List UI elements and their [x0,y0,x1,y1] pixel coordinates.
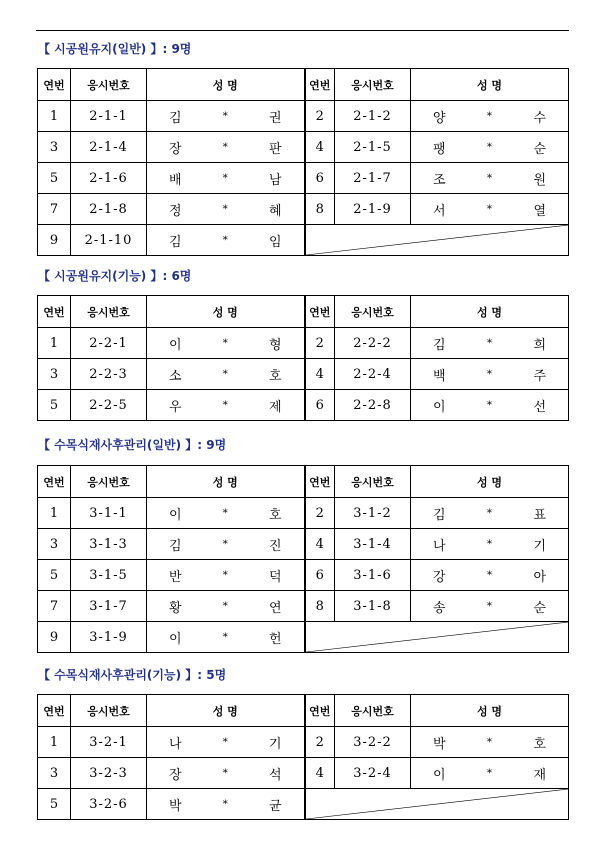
mask-asterisk: * [487,736,492,748]
serial-number: 3 [38,529,71,560]
candidate-name [147,498,305,529]
exam-number: 2-1-6 [71,163,147,194]
header-no: 연번 [38,69,71,101]
table-row [38,101,569,132]
name-last-char: 헌 [268,631,282,647]
name-first-char: 김 [169,110,182,126]
candidate-name [411,591,569,622]
exam-number: 3-2-2 [335,727,411,758]
header-no: 연번 [305,695,335,727]
table-row [38,498,569,529]
exam-number: 3-1-7 [71,591,147,622]
mask-asterisk: * [487,507,492,519]
serial-number: 4 [305,529,335,560]
name-last-char: 균 [268,798,282,814]
exam-number: 2-2-5 [71,390,147,421]
name-last-char: 임 [268,234,282,250]
candidate-name [411,101,569,132]
serial-number: 4 [305,758,335,789]
name-last-char: 열 [533,203,546,219]
masked-name [147,334,304,353]
name-last-char: 원 [533,172,546,188]
masked-name [147,795,304,814]
candidate-name [147,194,305,225]
mask-asterisk: * [487,203,492,215]
mask-asterisk: * [222,631,228,643]
name-first-char: 정 [169,203,182,219]
exam-number: 3-2-4 [335,758,411,789]
candidate-name [411,529,569,560]
name-first-char: 서 [433,203,446,219]
mask-asterisk: * [487,569,492,581]
top-divider [36,30,569,31]
mask-asterisk: * [222,600,228,612]
name-first-char: 우 [169,399,182,415]
section-title: 【 시공원유지(일반) 】: 9명 [38,42,192,56]
name-last-char: 제 [268,399,282,415]
exam-number: 3-1-1 [71,498,147,529]
table-row [38,727,569,758]
exam-number: 2-1-5 [335,132,411,163]
serial-number: 5 [38,163,71,194]
name-last-char: 순 [533,600,546,616]
serial-number: 2 [305,727,335,758]
header-no: 연번 [305,69,335,101]
mask-asterisk: * [222,798,228,810]
exam-number: 2-2-1 [71,328,147,359]
name-first-char: 나 [169,736,182,752]
section-title: 【 시공원유지(기능) 】: 6명 [38,269,192,283]
candidate-name [411,328,569,359]
serial-number: 2 [305,101,335,132]
serial-number: 1 [38,101,71,132]
serial-number: 9 [38,225,71,256]
table-row [38,328,569,359]
masked-name [411,200,568,219]
candidate-name [411,163,569,194]
table-row [38,758,569,789]
table-row [38,560,569,591]
header-name: 성 명 [147,695,305,727]
exam-number: 3-1-3 [71,529,147,560]
masked-name [411,566,568,585]
header-no: 연번 [38,695,71,727]
header-no: 연번 [305,466,335,498]
name-last-char: 형 [268,337,282,353]
header-exam-number: 응시번호 [71,69,147,101]
name-first-char: 양 [433,110,446,126]
serial-number: 1 [38,498,71,529]
name-first-char: 김 [433,337,446,353]
masked-name [147,169,304,188]
candidate-name [147,390,305,421]
name-last-char: 권 [268,110,282,126]
masked-name [147,764,304,783]
name-first-char: 이 [169,507,182,523]
mask-asterisk: * [487,399,492,411]
candidate-name [411,498,569,529]
name-first-char: 조 [433,172,446,188]
serial-number: 2 [305,498,335,529]
exam-number: 2-2-8 [335,390,411,421]
header-exam-number: 응시번호 [335,466,411,498]
exam-number: 2-1-7 [335,163,411,194]
header-exam-number: 응시번호 [335,69,411,101]
masked-name [411,138,568,157]
masked-name [411,764,568,783]
name-first-char: 황 [169,600,182,616]
name-last-char: 순 [533,141,546,157]
name-last-char: 진 [268,538,282,554]
name-first-char: 이 [169,631,182,647]
mask-asterisk: * [222,767,228,779]
masked-name [147,231,304,250]
name-last-char: 선 [533,399,546,415]
header-exam-number: 응시번호 [71,466,147,498]
exam-number: 3-2-3 [71,758,147,789]
name-first-char: 이 [433,767,446,783]
serial-number: 4 [305,359,335,390]
section-title: 【 수목식재사후관리(기능) 】: 5명 [38,668,227,682]
mask-asterisk: * [487,337,492,349]
exam-number: 2-1-9 [335,194,411,225]
exam-number: 3-1-9 [71,622,147,653]
exam-number: 3-1-6 [335,560,411,591]
header-row [38,695,569,727]
mask-asterisk: * [222,203,228,215]
empty-cell [305,622,569,653]
header-name: 성 명 [147,69,305,101]
exam-number: 2-1-10 [71,225,147,256]
mask-asterisk: * [222,337,228,349]
serial-number: 1 [38,328,71,359]
serial-number: 3 [38,359,71,390]
serial-number: 8 [305,591,335,622]
table-row [38,390,569,421]
candidate-name [147,328,305,359]
roster-table [37,68,569,256]
mask-asterisk: * [487,368,492,380]
name-last-char: 주 [533,368,546,384]
mask-asterisk: * [222,399,228,411]
masked-name [411,107,568,126]
masked-name [147,200,304,219]
roster-table [37,465,569,653]
mask-asterisk: * [222,538,228,550]
candidate-name [147,560,305,591]
header-exam-number: 응시번호 [71,296,147,328]
table-row [38,194,569,225]
header-name: 성 명 [411,69,569,101]
name-first-char: 반 [169,569,182,585]
masked-name [147,628,304,647]
candidate-name [147,529,305,560]
mask-asterisk: * [487,110,492,122]
header-name: 성 명 [411,296,569,328]
header-name: 성 명 [147,296,305,328]
masked-name [411,169,568,188]
exam-number: 2-1-8 [71,194,147,225]
table-row [38,225,569,256]
roster-table [37,295,569,421]
mask-asterisk: * [487,538,492,550]
name-first-char: 장 [169,141,182,157]
masked-name [411,334,568,353]
candidate-name [411,758,569,789]
serial-number: 5 [38,560,71,591]
mask-asterisk: * [222,234,228,246]
name-first-char: 강 [433,569,446,585]
candidate-name [147,591,305,622]
serial-number: 5 [38,390,71,421]
serial-number: 6 [305,560,335,591]
serial-number: 7 [38,591,71,622]
name-first-char: 장 [169,767,182,783]
name-first-char: 나 [433,538,446,554]
name-last-char: 기 [533,538,546,554]
masked-name [411,396,568,415]
exam-number: 2-1-1 [71,101,147,132]
header-name: 성 명 [411,695,569,727]
header-name: 성 명 [147,466,305,498]
name-first-char: 소 [169,368,182,384]
table-row [38,591,569,622]
name-last-char: 혜 [268,203,282,219]
header-name: 성 명 [411,466,569,498]
name-last-char: 덕 [268,569,282,585]
header-row [38,69,569,101]
exam-number: 3-2-1 [71,727,147,758]
candidate-name [147,101,305,132]
name-last-char: 판 [268,141,282,157]
exam-number: 3-1-2 [335,498,411,529]
serial-number: 5 [38,789,71,820]
masked-name [411,597,568,616]
name-last-char: 석 [268,767,282,783]
exam-number: 3-1-4 [335,529,411,560]
serial-number: 2 [305,328,335,359]
header-no: 연번 [38,466,71,498]
masked-name [147,535,304,554]
table-row [38,622,569,653]
masked-name [411,535,568,554]
exam-number: 3-2-6 [71,789,147,820]
serial-number: 8 [305,194,335,225]
name-last-char: 호 [533,736,546,752]
name-last-char: 희 [533,337,546,353]
name-first-char: 팽 [433,141,446,157]
mask-asterisk: * [222,172,228,184]
masked-name [147,107,304,126]
serial-number: 4 [305,132,335,163]
masked-name [411,733,568,752]
mask-asterisk: * [487,172,492,184]
header-exam-number: 응시번호 [71,695,147,727]
table-row [38,163,569,194]
candidate-name [411,727,569,758]
exam-number: 3-1-8 [335,591,411,622]
exam-number: 2-2-4 [335,359,411,390]
candidate-name [147,758,305,789]
header-row [38,466,569,498]
name-last-char: 연 [268,600,282,616]
exam-number: 2-2-3 [71,359,147,390]
masked-name [411,365,568,384]
masked-name [147,504,304,523]
name-first-char: 백 [433,368,446,384]
mask-asterisk: * [487,767,492,779]
name-last-char: 호 [268,368,282,384]
empty-cell [305,225,569,256]
header-no: 연번 [305,296,335,328]
name-last-char: 남 [268,172,282,188]
name-last-char: 표 [533,507,546,523]
name-last-char: 호 [268,507,282,523]
masked-name [147,597,304,616]
mask-asterisk: * [222,507,228,519]
roster-table [37,694,569,820]
masked-name [147,365,304,384]
header-exam-number: 응시번호 [335,695,411,727]
serial-number: 7 [38,194,71,225]
candidate-name [147,622,305,653]
empty-cell [305,789,569,820]
candidate-name [147,225,305,256]
name-first-char: 김 [169,234,182,250]
masked-name [147,138,304,157]
candidate-name [411,132,569,163]
name-last-char: 재 [533,767,546,783]
name-first-char: 김 [433,507,446,523]
masked-name [147,566,304,585]
candidate-name [411,359,569,390]
mask-asterisk: * [222,569,228,581]
masked-name [147,733,304,752]
candidate-name [147,359,305,390]
exam-number: 2-1-4 [71,132,147,163]
candidate-name [411,390,569,421]
header-exam-number: 응시번호 [335,296,411,328]
serial-number: 6 [305,390,335,421]
table-row [38,359,569,390]
exam-number: 2-1-2 [335,101,411,132]
name-first-char: 송 [433,600,446,616]
exam-number: 2-2-2 [335,328,411,359]
candidate-name [147,132,305,163]
candidate-name [411,560,569,591]
name-first-char: 이 [433,399,446,415]
mask-asterisk: * [487,141,492,153]
serial-number: 6 [305,163,335,194]
serial-number: 3 [38,132,71,163]
name-first-char: 박 [433,736,446,752]
name-first-char: 김 [169,538,182,554]
name-last-char: 수 [533,110,546,126]
mask-asterisk: * [222,368,228,380]
mask-asterisk: * [222,736,228,748]
table-row [38,789,569,820]
masked-name [411,504,568,523]
serial-number: 9 [38,622,71,653]
mask-asterisk: * [487,600,492,612]
name-first-char: 배 [169,172,182,188]
candidate-name [147,163,305,194]
serial-number: 3 [38,758,71,789]
header-row [38,296,569,328]
mask-asterisk: * [222,110,228,122]
candidate-name [411,194,569,225]
candidate-name [147,789,305,820]
table-row [38,529,569,560]
name-first-char: 박 [169,798,182,814]
candidate-name [147,727,305,758]
section-title: 【 수목식재사후관리(일반) 】: 9명 [38,438,227,452]
name-first-char: 이 [169,337,182,353]
table-row [38,132,569,163]
masked-name [147,396,304,415]
name-last-char: 아 [533,569,546,585]
exam-number: 3-1-5 [71,560,147,591]
header-no: 연번 [38,296,71,328]
name-last-char: 기 [268,736,282,752]
serial-number: 1 [38,727,71,758]
mask-asterisk: * [222,141,228,153]
